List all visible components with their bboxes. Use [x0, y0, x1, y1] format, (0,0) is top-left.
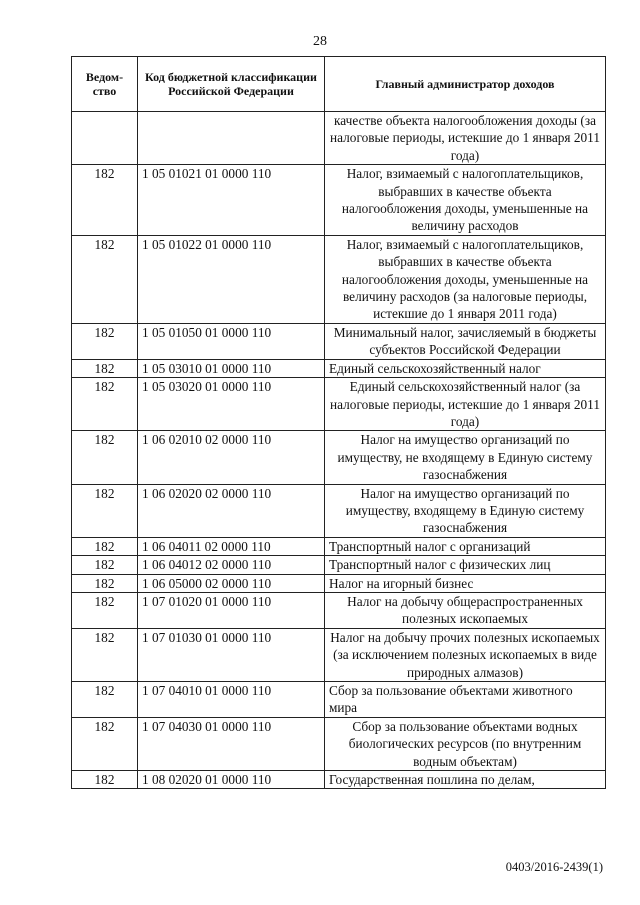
table-row	[72, 431, 606, 484]
cell-code: 1 05 01022 01 0000 110	[138, 235, 325, 323]
cell-dept: 182	[72, 537, 138, 555]
cell-code: 1 06 04011 02 0000 110	[138, 537, 325, 555]
cell-dept: 182	[72, 682, 138, 718]
cell-code	[138, 112, 325, 165]
cell-description: Налог на имущество организаций по имуществу, входящему в Единую систему газоснабжения	[325, 484, 606, 537]
cell-description: Единый сельскохозяйственный налог (за налоговые периоды, истекшие до 1 января 2011 года)	[325, 378, 606, 431]
cell-code: 1 07 04030 01 0000 110	[138, 717, 325, 770]
cell-dept	[72, 112, 138, 165]
cell-code: 1 05 01021 01 0000 110	[138, 165, 325, 236]
table-row	[72, 484, 606, 537]
table-row	[72, 556, 606, 574]
header-code: Код бюджетной классификации Российской Федерации	[138, 57, 325, 112]
cell-dept: 182	[72, 628, 138, 681]
budget-classification-table	[71, 56, 606, 789]
cell-dept: 182	[72, 771, 138, 789]
cell-code: 1 07 04010 01 0000 110	[138, 682, 325, 718]
cell-description: Налог на добычу общераспространенных полезных ископаемых	[325, 592, 606, 628]
table-row	[72, 592, 606, 628]
table-row	[72, 359, 606, 377]
table-row	[72, 717, 606, 770]
cell-description: Налог на игорный бизнес	[325, 574, 606, 592]
cell-code: 1 05 03010 01 0000 110	[138, 359, 325, 377]
table-row	[72, 628, 606, 681]
cell-dept: 182	[72, 592, 138, 628]
cell-code: 1 07 01020 01 0000 110	[138, 592, 325, 628]
table-header-row	[72, 57, 606, 112]
cell-dept: 182	[72, 235, 138, 323]
cell-dept: 182	[72, 484, 138, 537]
cell-code: 1 08 02020 01 0000 110	[138, 771, 325, 789]
cell-code: 1 07 01030 01 0000 110	[138, 628, 325, 681]
cell-dept: 182	[72, 431, 138, 484]
cell-description: Налог на имущество организаций по имуществу, не входящему в Единую систему газоснабжения	[325, 431, 606, 484]
cell-description: Налог, взимаемый с налогоплательщиков, выбравших в качестве объекта налогообложения доходы, уменьшенные на величину расходов (за налоговые периоды, истекшие до 1 января 2011 года)	[325, 235, 606, 323]
cell-code: 1 05 01050 01 0000 110	[138, 323, 325, 359]
table-row	[72, 771, 606, 789]
cell-description: качестве объекта налогообложения доходы (за налоговые периоды, истекшие до 1 января 2011 года)	[325, 112, 606, 165]
cell-description: Единый сельскохозяйственный налог	[325, 359, 606, 377]
page-number: 28	[313, 34, 327, 49]
cell-description: Минимальный налог, зачисляемый в бюджеты субъектов Российской Федерации	[325, 323, 606, 359]
cell-dept: 182	[72, 378, 138, 431]
cell-description: Налог на добычу прочих полезных ископаемых (за исключением полезных ископаемых в виде природных алмазов)	[325, 628, 606, 681]
cell-description: Государственная пошлина по делам,	[325, 771, 606, 789]
cell-code: 1 05 03020 01 0000 110	[138, 378, 325, 431]
cell-code: 1 06 02010 02 0000 110	[138, 431, 325, 484]
cell-description: Налог, взимаемый с налогоплательщиков, выбравших в качестве объекта налогообложения доходы, уменьшенные на величину расходов	[325, 165, 606, 236]
cell-dept: 182	[72, 165, 138, 236]
table-row	[72, 112, 606, 165]
cell-code: 1 06 02020 02 0000 110	[138, 484, 325, 537]
cell-code: 1 06 05000 02 0000 110	[138, 574, 325, 592]
cell-dept: 182	[72, 323, 138, 359]
table-row	[72, 165, 606, 236]
cell-dept: 182	[72, 359, 138, 377]
cell-dept: 182	[72, 574, 138, 592]
cell-description: Транспортный налог с физических лиц	[325, 556, 606, 574]
document-code: 0403/2016-2439(1)	[505, 860, 603, 874]
cell-description: Сбор за пользование объектами животного мира	[325, 682, 606, 718]
table-row	[72, 235, 606, 323]
cell-dept: 182	[72, 717, 138, 770]
table-row	[72, 682, 606, 718]
table-row	[72, 323, 606, 359]
cell-code: 1 06 04012 02 0000 110	[138, 556, 325, 574]
cell-description: Транспортный налог с организаций	[325, 537, 606, 555]
cell-dept: 182	[72, 556, 138, 574]
table-row	[72, 574, 606, 592]
header-admin: Главный администратор доходов	[325, 57, 606, 112]
cell-description: Сбор за пользование объектами водных биологических ресурсов (по внутренним водным объектам)	[325, 717, 606, 770]
table-row	[72, 537, 606, 555]
table-row	[72, 378, 606, 431]
header-dept: Ведом- ство	[72, 57, 138, 112]
